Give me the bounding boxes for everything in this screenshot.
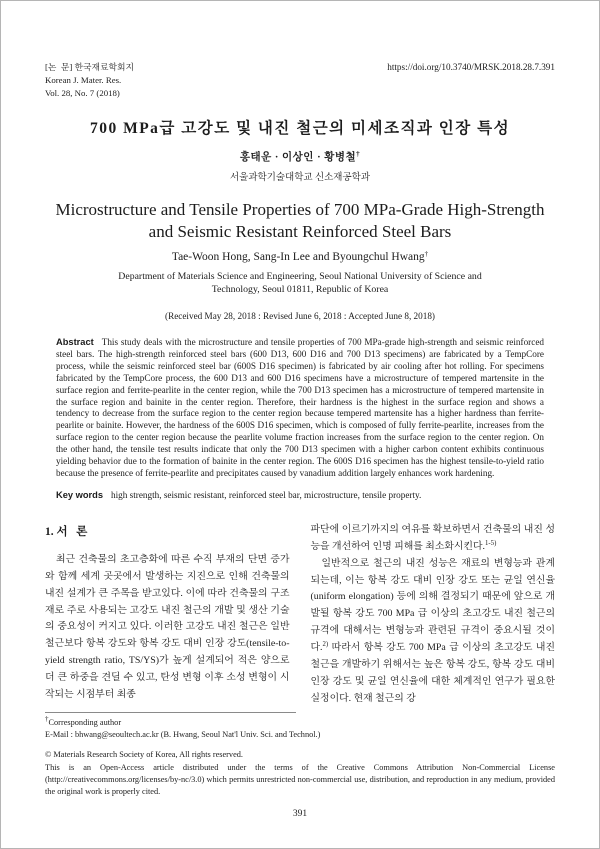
corresponding-author-footnote [45, 712, 555, 741]
doi-text: https://doi.org/10.3740/MRSK.2018.28.7.391 [387, 62, 555, 72]
english-affiliation-line2: Technology, Seoul 01811, Republic of Korea [211, 284, 389, 295]
keywords-label: Key words [56, 489, 104, 500]
right-column [311, 522, 556, 708]
english-author-names: Tae-Woon Hong, Sang-In Lee and Byoungchul Hwang [171, 251, 425, 263]
korean-title: 700 MPa급 고강도 및 내진 철근의 미세조직과 인장 특성 [89, 120, 511, 137]
abstract-label: Abstract [56, 337, 94, 347]
corresponding-email-line: E-Mail : bhwang@seoultech.ac.kr (B. Hwang, Seoul Nat'l Univ. Sci. and Technol.) [45, 729, 321, 739]
journal-volume: Vol. 28, No. 7 (2018) [45, 88, 120, 98]
keywords-paragraph [45, 490, 555, 502]
copyright-line: © Materials Research Society of Korea, All rights reserved. [45, 750, 243, 760]
abstract-paragraph [45, 337, 555, 480]
received-revised-accepted: (Received May 28, 2018 : Revised June 6, 2018 : Accepted June 8, 2018) [165, 311, 435, 321]
page-number: 391 [292, 808, 308, 819]
korean-affiliation: 서울과학기술대학교 신소재공학과 [229, 173, 371, 183]
english-affiliation [45, 270, 555, 296]
right-paragraph2-text-a: 일반적으로 철근의 내진 성능은 재료의 변형능과 관계되는데, 이는 항복 강도 대비 인장 강도 또는 균일 연신율(uniform elongation) 등에 의해 결정되기 때문에 앞으로 개발될 항복 강도 700 MPa 급 이상의 초고강도 내진 철근의 규격에 대해서는 변형능과 관련된 규격이 중요시될 것이다. [310, 557, 555, 654]
english-author-dagger: † [424, 250, 429, 258]
english-title [45, 199, 555, 242]
corresponding-author-line [45, 714, 555, 729]
korean-author-names: 홍태운 · 이상인 · 황병철 [239, 152, 357, 163]
intro-paragraph-right-2 [311, 556, 556, 708]
english-authors [45, 251, 555, 263]
intro-paragraph-left: 최근 건축물의 초고층화에 따른 수직 부재의 단면 증가와 함께 세계 곳곳에서 발생하는 지진으로 인해 건축물의 내진 설계가 큰 주목을 받고있다. 이에 따라 건축물의 구조재로 주로 사용되는 고강도 내진 철근의 개발 및 생산 기술의 중요성이 커지고 있다. 이러한 고강도 내진 철근은 일반 철근보다 항복 강도와 항복 강도 대비 인장 강도(tensile-to-yield strength ratio, TS/YS)가 높게 설계되어 적은 양으로 더 큰 하중을 견딜 수 있고, 탄성 변형 이후 소성 변형이 시작되는 시점부터 최종 [45, 553, 290, 701]
reference-superscript-2: 2) [322, 641, 329, 649]
right-paragraph2-text-b: 따라서 항복 강도 700 MPa 급 이상의 초고강도 내진 철근을 개발하기 위해서는 높은 항복 강도, 항복 강도 대비 인장 강도 및 균일 연신율에 대한 체계적인 연구가 필요한 실정이다. 현재 철근의 강 [310, 642, 555, 704]
left-column [45, 522, 290, 708]
right-paragraph1-text: 파단에 이르기까지의 여유를 확보하면서 건축물의 내진 성능을 개선하여 인명 피해를 최소화시킨다. [310, 523, 555, 552]
section-1-heading: 1. 서 론 [45, 525, 88, 538]
open-access-license-text: This is an Open-Access article distributed under the terms of the Creative Commons Attribution Non-Commercial License (http://creativecommons.org/licenses/by-nc/3.0) which permits unrestricted non-commercial use, distribution, and reproduction in any medium, provided the original work is properly cited. [45, 762, 555, 797]
reference-superscript-1-5: 1-5) [485, 539, 497, 547]
footnote-divider [45, 712, 296, 713]
journal-name: Korean J. Mater. Res. [45, 75, 122, 85]
english-title-line2: and Seismic Resistant Reinforced Steel Bars [148, 221, 452, 241]
two-column-body [45, 522, 555, 708]
intro-paragraph-right-1 [311, 522, 556, 556]
english-title-line1: Microstructure and Tensile Properties of 700 MPa-Grade High-Strength [55, 200, 545, 219]
keywords-text: high strength, seismic resistant, reinforced steel bar, microstructure, tensile property. [111, 489, 422, 500]
journal-tag-line: [논 문] 한국재료학회지 [45, 62, 134, 72]
korean-authors [45, 149, 555, 164]
korean-author-dagger: † [356, 150, 361, 158]
journal-info-block [45, 61, 134, 100]
journal-header [45, 61, 555, 100]
footnote-dagger: † [45, 714, 49, 723]
corresponding-author-text: Corresponding author [48, 717, 122, 727]
copyright-block [45, 749, 555, 798]
english-affiliation-line1: Department of Materials Science and Engineering, Seoul National University of Science and [118, 271, 482, 282]
abstract-text: This study deals with the microstructure and tensile properties of 700 MPa-grade high-strength and seismic reinforced steel bars. The high-strength reinforced steel bars (600 D13, 600 D16 and 700 D13 specimens) are fabricated by a TempCore process, while the seismic reinforced steel bar (600S D16 specimen) is fabricated by air cooling after hot rolling. For specimens fabricated by the TempCore process, the 600 D13 and 600 D16 specimens have a microstructure of tempered martensite in the surface region and ferrite-pearlite in the center region, while the 700 D13 specimen has a microstructure of tempered martensite in the surface region and bainite in the center region. Therefore, their hardness is the highest in the surface region and shows a tendency to decrease from the surface region to the center region because tempered martensite has a higher hardness than ferrite-pearlite or bainite. However, the hardness of the 600S D16 specimen, which is composed of fully ferrite-pearlite, increases from the surface region to the center region because the pearlite volume fraction increases from the surface region to the center region. On the other hand, the tensile test results indicate that only the 700 D13 specimen with a higher carbon content exhibits continuous yielding behavior due to the formation of bainite in the center region. The 600S D16 specimen has the highest tensile-to-yield ratio because the presence of ferrite-pearlite and precipitates caused by vanadium addition largely enhances work hardening. [56, 337, 544, 478]
